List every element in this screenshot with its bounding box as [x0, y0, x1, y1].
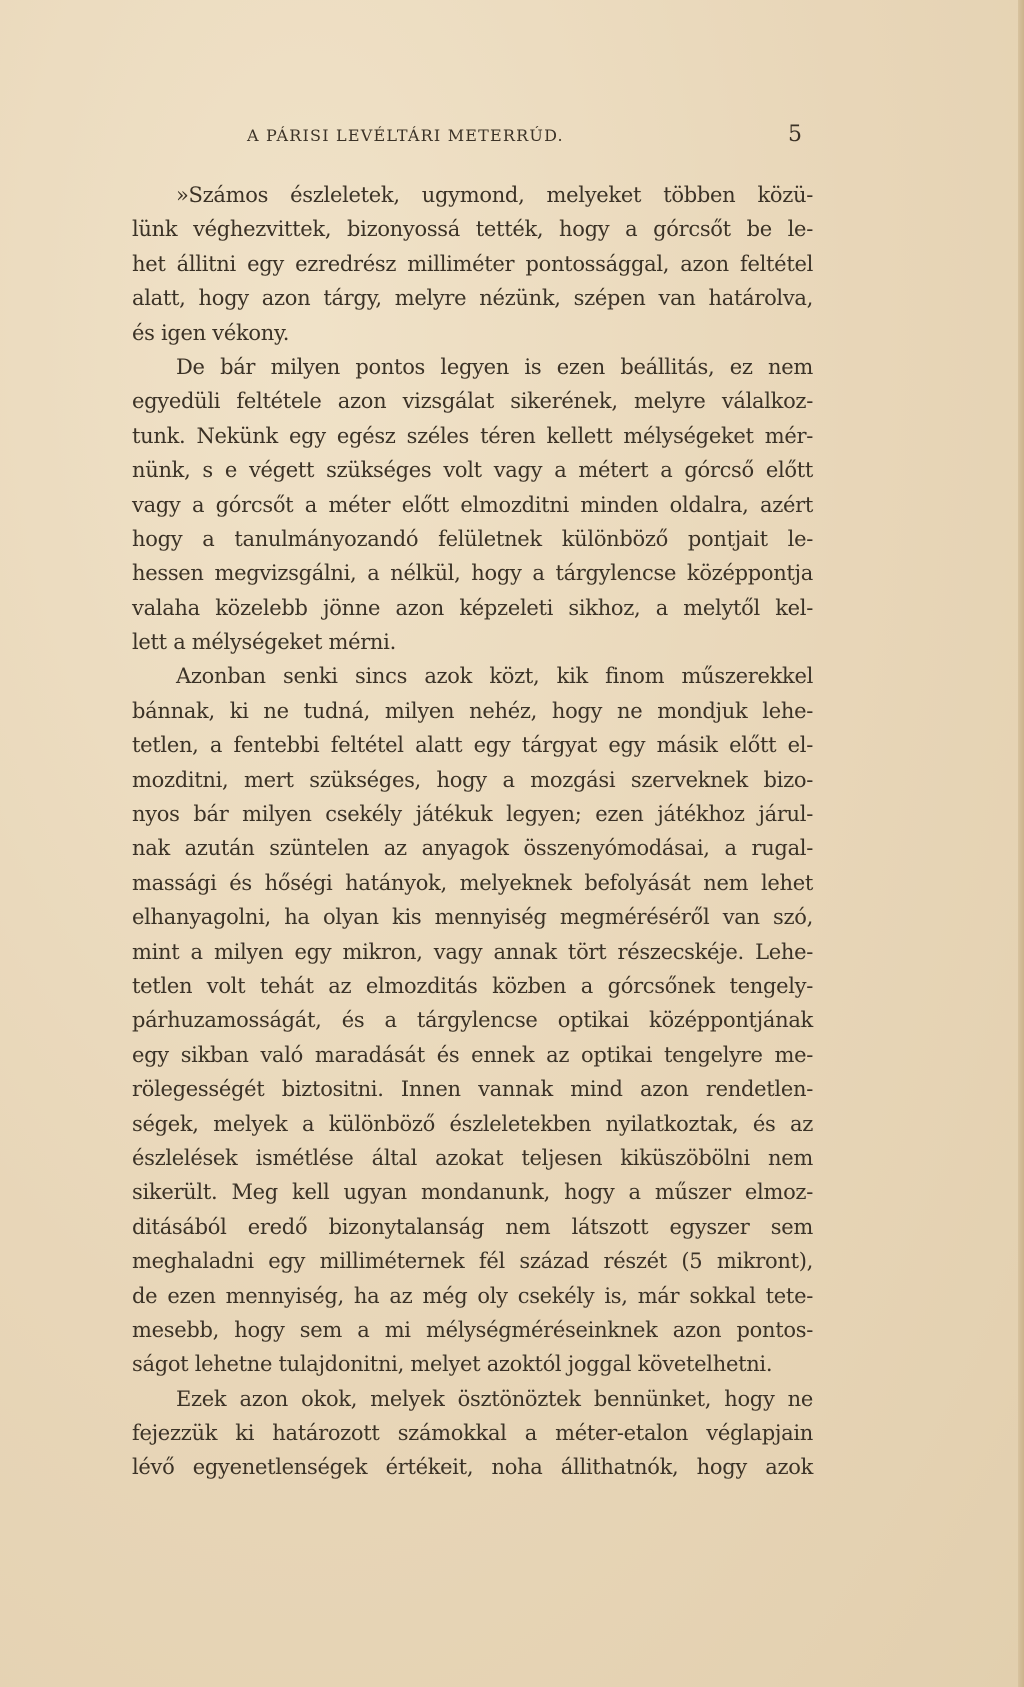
- text-line: mint a milyen egy mikron, vagy annak tört részecskéje. Lehe-: [132, 939, 813, 964]
- text-line: lett a mélységeket mérni.: [132, 630, 396, 655]
- text-line: De bár milyen pontos legyen is ezen beállitás, ez nem: [176, 354, 813, 379]
- text-line: ditásából eredő bizonytalanság nem látszott egyszer sem: [132, 1214, 813, 1239]
- text-line: bánnak, ki ne tudná, milyen nehéz, hogy ne mondjuk lehe-: [132, 698, 813, 723]
- page-number: 5: [788, 122, 802, 147]
- text-line: fejezzük ki határozott számokkal a méter-etalon véglapjain: [132, 1421, 813, 1446]
- text-line: vagy a górcsőt a méter előtt elmozditni minden oldalra, azért: [132, 492, 813, 517]
- text-line: Azonban senki sincs azok közt, kik finom műszerekkel: [176, 664, 813, 689]
- text-line: nünk, s e végett szükséges volt vagy a métert a górcső előtt: [132, 458, 813, 483]
- running-title: A PÁRISI LEVÉLTÁRI METERRÚD.: [247, 126, 564, 145]
- text-line: egy sikban való maradását és ennek az optikai tengelyre me-: [132, 1042, 813, 1067]
- text-line: mesebb, hogy sem a mi mélységméréseinknek azon pontos-: [132, 1317, 813, 1342]
- text-line: tetlen volt tehát az elmozditás közben a górcsőnek tengely-: [132, 973, 813, 998]
- text-line: het állitni egy ezredrész milliméter pontossággal, azon feltétel: [132, 251, 813, 276]
- text-line: észlelések ismétlése által azokat teljesen kiküszöbölni nem: [132, 1145, 813, 1170]
- text-line: párhuzamosságát, és a tárgylencse optikai középpontjának: [132, 1008, 813, 1033]
- text-line: valaha közelebb jönne azon képzeleti sikhoz, a melytől kel-: [132, 595, 813, 620]
- text-line: »Számos észleletek, ugymond, melyeket többen közü-: [176, 183, 813, 207]
- text-line: hessen megvizsgálni, a nélkül, hogy a tárgylencse középpontja: [132, 561, 813, 586]
- text-line: tunk. Nekünk egy egész széles téren kellett mélységeket mér-: [132, 423, 813, 448]
- text-line: és igen vékony.: [132, 320, 290, 345]
- text-line: sikerült. Meg kell ugyan mondanunk, hogy a műszer elmoz-: [132, 1180, 813, 1205]
- body-text: [132, 178, 813, 1485]
- text-line: massági és hőségi hatányok, melyeknek befolyását nem lehet: [132, 870, 813, 895]
- text-line: nak azután szüntelen az anyagok összenyómodásai, a rugal-: [132, 836, 813, 861]
- text-line: tetlen, a fentebbi feltétel alatt egy tárgyat egy másik előtt el-: [132, 733, 813, 758]
- text-line: ségek, melyek a különböző észleletekben nyilatkoztak, és az: [132, 1111, 813, 1136]
- text-line: lévő egyenetlenségek értékeit, noha állithatnók, hogy azok: [132, 1455, 813, 1480]
- page-edge: [1018, 0, 1024, 1687]
- text-line: meghaladni egy milliméternek fél század részét (5 mikront),: [132, 1249, 813, 1274]
- text-line: de ezen mennyiség, ha az még oly csekély is, már sokkal tete-: [132, 1283, 813, 1308]
- text-line: mozditni, mert szükséges, hogy a mozgási szerveknek bizo-: [132, 767, 813, 792]
- text-line: egyedüli feltétele azon vizsgálat sikerének, melyre válalkoz-: [132, 389, 813, 414]
- running-header: [247, 122, 802, 152]
- text-line: rölegességét biztositni. Innen vannak mind azon rendetlen-: [132, 1077, 813, 1102]
- text-line: elhanyagolni, ha olyan kis mennyiség megméréséről van szó,: [132, 905, 813, 930]
- text-line: ságot lehetne tulajdonitni, melyet azoktól joggal követelhetni.: [132, 1352, 773, 1377]
- text-line: hogy a tanulmányozandó felületnek különböző pontjait le-: [132, 526, 813, 551]
- text-line: alatt, hogy azon tárgy, melyre nézünk, szépen van határolva,: [132, 286, 813, 311]
- text-line: nyos bár milyen csekély játékuk legyen; ezen játékhoz járul-: [132, 802, 813, 827]
- text-line: Ezek azon okok, melyek ösztönöztek bennünket, hogy ne: [176, 1386, 813, 1411]
- text-line: lünk véghezvittek, bizonyossá tették, hogy a górcsőt be le-: [132, 217, 813, 242]
